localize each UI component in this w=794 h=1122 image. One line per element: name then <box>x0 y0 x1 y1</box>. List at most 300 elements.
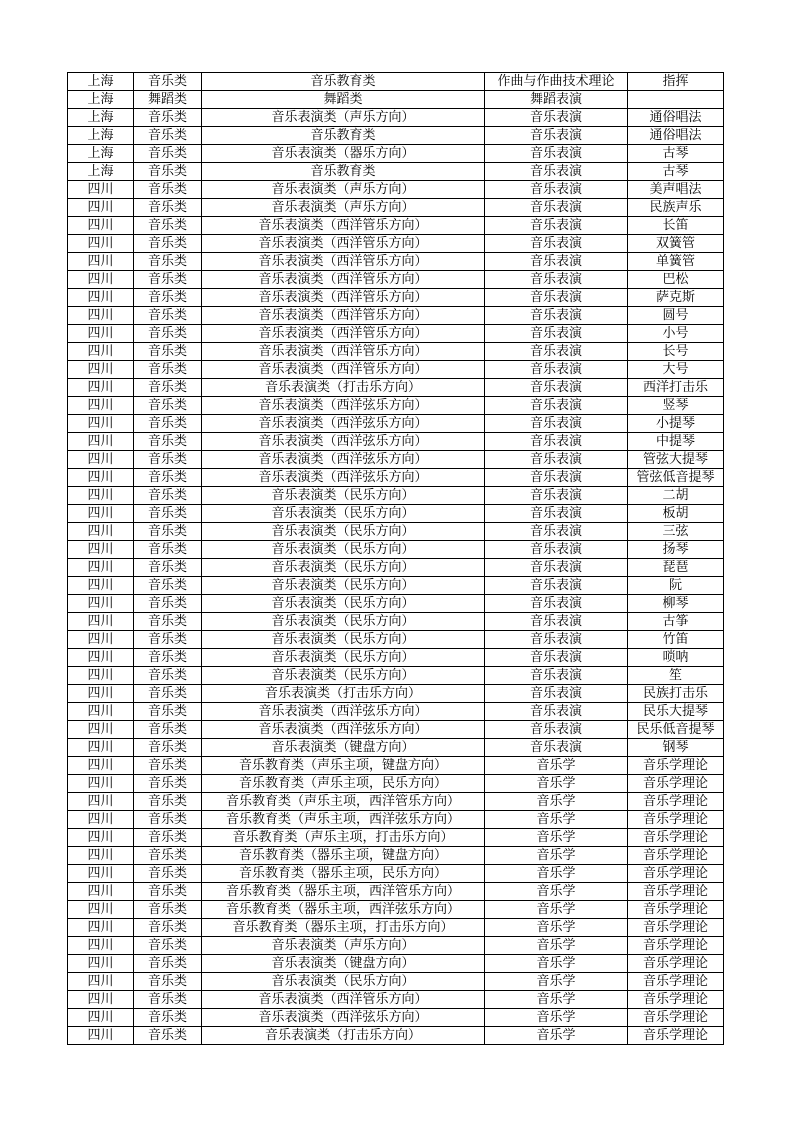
cell-major: 音乐学 <box>485 1009 628 1027</box>
cell-major: 音乐学 <box>485 829 628 847</box>
table-row <box>68 343 724 361</box>
table-row <box>68 613 724 631</box>
cell-direction: 琵琶 <box>628 559 724 577</box>
cell-exam-type: 音乐表演类（西洋管乐方向） <box>202 289 485 307</box>
cell-category: 音乐类 <box>134 343 202 361</box>
cell-province: 四川 <box>68 1027 134 1045</box>
cell-direction: 笙 <box>628 667 724 685</box>
cell-province: 四川 <box>68 937 134 955</box>
cell-major: 音乐表演 <box>485 505 628 523</box>
cell-province: 四川 <box>68 739 134 757</box>
cell-major: 音乐学 <box>485 757 628 775</box>
cell-province: 四川 <box>68 451 134 469</box>
cell-category: 音乐类 <box>134 703 202 721</box>
cell-province: 四川 <box>68 577 134 595</box>
cell-major: 音乐表演 <box>485 253 628 271</box>
cell-category: 音乐类 <box>134 235 202 253</box>
cell-direction: 竖琴 <box>628 397 724 415</box>
cell-province: 四川 <box>68 703 134 721</box>
cell-category: 音乐类 <box>134 793 202 811</box>
cell-direction: 音乐学理论 <box>628 937 724 955</box>
cell-province: 四川 <box>68 847 134 865</box>
cell-direction: 音乐学理论 <box>628 757 724 775</box>
cell-exam-type: 音乐表演类（西洋弦乐方向） <box>202 721 485 739</box>
cell-category: 音乐类 <box>134 451 202 469</box>
cell-direction: 单簧管 <box>628 253 724 271</box>
table-row <box>68 919 724 937</box>
cell-category: 音乐类 <box>134 847 202 865</box>
cell-direction: 长号 <box>628 343 724 361</box>
cell-direction: 圆号 <box>628 307 724 325</box>
cell-exam-type: 音乐表演类（民乐方向） <box>202 595 485 613</box>
cell-exam-type: 音乐表演类（西洋管乐方向） <box>202 217 485 235</box>
cell-category: 音乐类 <box>134 919 202 937</box>
cell-category: 音乐类 <box>134 685 202 703</box>
cell-direction: 音乐学理论 <box>628 793 724 811</box>
cell-exam-type: 音乐教育类（声乐主项，西洋弦乐方向） <box>202 811 485 829</box>
cell-direction: 古琴 <box>628 163 724 181</box>
cell-major: 舞蹈表演 <box>485 91 628 109</box>
cell-province: 四川 <box>68 1009 134 1027</box>
cell-direction: 音乐学理论 <box>628 847 724 865</box>
cell-province: 四川 <box>68 217 134 235</box>
cell-direction: 音乐学理论 <box>628 991 724 1009</box>
cell-exam-type: 音乐表演类（打击乐方向） <box>202 685 485 703</box>
cell-major: 音乐学 <box>485 1027 628 1045</box>
cell-exam-type: 音乐表演类（民乐方向） <box>202 667 485 685</box>
cell-province: 四川 <box>68 757 134 775</box>
cell-province: 四川 <box>68 235 134 253</box>
cell-exam-type: 音乐教育类（器乐主项，键盘方向） <box>202 847 485 865</box>
cell-exam-type: 音乐表演类（西洋弦乐方向） <box>202 469 485 487</box>
cell-category: 音乐类 <box>134 469 202 487</box>
cell-major: 音乐表演 <box>485 271 628 289</box>
cell-category: 音乐类 <box>134 487 202 505</box>
table-row <box>68 667 724 685</box>
table-row <box>68 757 724 775</box>
cell-category: 音乐类 <box>134 127 202 145</box>
cell-category: 音乐类 <box>134 595 202 613</box>
cell-exam-type: 音乐表演类（西洋弦乐方向） <box>202 1009 485 1027</box>
cell-direction <box>628 91 724 109</box>
table-row <box>68 181 724 199</box>
cell-exam-type: 音乐表演类（民乐方向） <box>202 631 485 649</box>
cell-exam-type: 音乐表演类（民乐方向） <box>202 973 485 991</box>
table-row <box>68 379 724 397</box>
cell-category: 音乐类 <box>134 559 202 577</box>
cell-category: 音乐类 <box>134 253 202 271</box>
table-row <box>68 955 724 973</box>
cell-province: 四川 <box>68 361 134 379</box>
table-row <box>68 811 724 829</box>
table-row <box>68 271 724 289</box>
cell-province: 四川 <box>68 253 134 271</box>
table-row <box>68 451 724 469</box>
cell-category: 音乐类 <box>134 505 202 523</box>
cell-direction: 唢呐 <box>628 649 724 667</box>
cell-province: 四川 <box>68 199 134 217</box>
cell-exam-type: 音乐教育类（声乐主项，打击乐方向） <box>202 829 485 847</box>
cell-exam-type: 音乐教育类（声乐主项，键盘方向） <box>202 757 485 775</box>
cell-category: 音乐类 <box>134 307 202 325</box>
table-row <box>68 577 724 595</box>
table-row <box>68 289 724 307</box>
cell-direction: 双簧管 <box>628 235 724 253</box>
cell-province: 四川 <box>68 649 134 667</box>
cell-major: 音乐学 <box>485 883 628 901</box>
cell-category: 音乐类 <box>134 523 202 541</box>
cell-direction: 小号 <box>628 325 724 343</box>
cell-exam-type: 音乐表演类（西洋管乐方向） <box>202 253 485 271</box>
cell-direction: 美声唱法 <box>628 181 724 199</box>
cell-direction: 通俗唱法 <box>628 127 724 145</box>
table-row <box>68 91 724 109</box>
cell-major: 音乐学 <box>485 775 628 793</box>
cell-category: 音乐类 <box>134 541 202 559</box>
cell-direction: 音乐学理论 <box>628 901 724 919</box>
table-row <box>68 685 724 703</box>
cell-category: 音乐类 <box>134 415 202 433</box>
cell-exam-type: 音乐表演类（西洋管乐方向） <box>202 991 485 1009</box>
cell-direction: 音乐学理论 <box>628 1009 724 1027</box>
cell-major: 音乐表演 <box>485 343 628 361</box>
table-body <box>68 73 724 1045</box>
cell-major: 音乐学 <box>485 919 628 937</box>
cell-category: 音乐类 <box>134 739 202 757</box>
cell-major: 音乐表演 <box>485 523 628 541</box>
cell-direction: 西洋打击乐 <box>628 379 724 397</box>
cell-exam-type: 舞蹈类 <box>202 91 485 109</box>
cell-major: 音乐表演 <box>485 631 628 649</box>
cell-category: 音乐类 <box>134 721 202 739</box>
table-row <box>68 721 724 739</box>
table-row <box>68 703 724 721</box>
table-row <box>68 847 724 865</box>
cell-major: 音乐学 <box>485 865 628 883</box>
cell-category: 音乐类 <box>134 649 202 667</box>
cell-province: 四川 <box>68 523 134 541</box>
cell-direction: 板胡 <box>628 505 724 523</box>
cell-exam-type: 音乐表演类（西洋弦乐方向） <box>202 451 485 469</box>
cell-major: 作曲与作曲技术理论 <box>485 73 628 91</box>
cell-province: 四川 <box>68 379 134 397</box>
cell-major: 音乐表演 <box>485 739 628 757</box>
cell-exam-type: 音乐表演类（民乐方向） <box>202 577 485 595</box>
cell-direction: 三弦 <box>628 523 724 541</box>
cell-province: 上海 <box>68 91 134 109</box>
table-row <box>68 775 724 793</box>
table-row <box>68 325 724 343</box>
table-row <box>68 73 724 91</box>
cell-direction: 民乐大提琴 <box>628 703 724 721</box>
cell-exam-type: 音乐表演类（西洋弦乐方向） <box>202 397 485 415</box>
cell-province: 上海 <box>68 73 134 91</box>
table-row <box>68 235 724 253</box>
cell-exam-type: 音乐表演类（民乐方向） <box>202 613 485 631</box>
cell-direction: 音乐学理论 <box>628 919 724 937</box>
table-row <box>68 937 724 955</box>
cell-category: 音乐类 <box>134 163 202 181</box>
cell-major: 音乐学 <box>485 793 628 811</box>
cell-major: 音乐表演 <box>485 199 628 217</box>
table-row <box>68 649 724 667</box>
cell-major: 音乐表演 <box>485 307 628 325</box>
table-row <box>68 505 724 523</box>
cell-province: 四川 <box>68 829 134 847</box>
cell-province: 四川 <box>68 613 134 631</box>
cell-major: 音乐表演 <box>485 397 628 415</box>
cell-category: 舞蹈类 <box>134 91 202 109</box>
cell-category: 音乐类 <box>134 73 202 91</box>
cell-major: 音乐表演 <box>485 109 628 127</box>
cell-category: 音乐类 <box>134 109 202 127</box>
table-row <box>68 217 724 235</box>
cell-category: 音乐类 <box>134 325 202 343</box>
cell-exam-type: 音乐表演类（民乐方向） <box>202 487 485 505</box>
cell-major: 音乐表演 <box>485 613 628 631</box>
cell-direction: 柳琴 <box>628 595 724 613</box>
cell-exam-type: 音乐表演类（西洋管乐方向） <box>202 271 485 289</box>
cell-major: 音乐表演 <box>485 685 628 703</box>
cell-province: 四川 <box>68 811 134 829</box>
cell-exam-type: 音乐表演类（声乐方向） <box>202 181 485 199</box>
cell-direction: 指挥 <box>628 73 724 91</box>
table-row <box>68 163 724 181</box>
table-row <box>68 901 724 919</box>
cell-exam-type: 音乐表演类（西洋弦乐方向） <box>202 433 485 451</box>
cell-direction: 大号 <box>628 361 724 379</box>
table-row <box>68 469 724 487</box>
cell-province: 四川 <box>68 991 134 1009</box>
cell-major: 音乐表演 <box>485 559 628 577</box>
table-row <box>68 595 724 613</box>
table-row <box>68 829 724 847</box>
cell-major: 音乐表演 <box>485 469 628 487</box>
cell-exam-type: 音乐教育类（声乐主项，民乐方向） <box>202 775 485 793</box>
table-row <box>68 253 724 271</box>
cell-direction: 音乐学理论 <box>628 865 724 883</box>
cell-exam-type: 音乐表演类（西洋管乐方向） <box>202 361 485 379</box>
cell-direction: 音乐学理论 <box>628 1027 724 1045</box>
table-row <box>68 1009 724 1027</box>
cell-major: 音乐表演 <box>485 325 628 343</box>
cell-exam-type: 音乐教育类（器乐主项，西洋弦乐方向） <box>202 901 485 919</box>
cell-province: 上海 <box>68 109 134 127</box>
table-row <box>68 523 724 541</box>
cell-exam-type: 音乐教育类 <box>202 127 485 145</box>
cell-major: 音乐表演 <box>485 577 628 595</box>
cell-major: 音乐表演 <box>485 667 628 685</box>
cell-category: 音乐类 <box>134 991 202 1009</box>
cell-exam-type: 音乐表演类（西洋管乐方向） <box>202 235 485 253</box>
cell-category: 音乐类 <box>134 217 202 235</box>
cell-category: 音乐类 <box>134 145 202 163</box>
table-row <box>68 199 724 217</box>
cell-direction: 长笛 <box>628 217 724 235</box>
cell-direction: 阮 <box>628 577 724 595</box>
cell-major: 音乐表演 <box>485 235 628 253</box>
cell-province: 四川 <box>68 883 134 901</box>
cell-province: 四川 <box>68 919 134 937</box>
cell-direction: 萨克斯 <box>628 289 724 307</box>
cell-exam-type: 音乐教育类 <box>202 163 485 181</box>
cell-province: 上海 <box>68 145 134 163</box>
cell-direction: 管弦低音提琴 <box>628 469 724 487</box>
cell-major: 音乐学 <box>485 955 628 973</box>
table-row <box>68 415 724 433</box>
cell-province: 四川 <box>68 775 134 793</box>
cell-province: 四川 <box>68 685 134 703</box>
table-row <box>68 361 724 379</box>
cell-direction: 音乐学理论 <box>628 883 724 901</box>
cell-category: 音乐类 <box>134 775 202 793</box>
cell-direction: 竹笛 <box>628 631 724 649</box>
cell-exam-type: 音乐表演类（民乐方向） <box>202 523 485 541</box>
cell-major: 音乐表演 <box>485 361 628 379</box>
cell-category: 音乐类 <box>134 631 202 649</box>
cell-category: 音乐类 <box>134 901 202 919</box>
cell-major: 音乐表演 <box>485 487 628 505</box>
cell-direction: 音乐学理论 <box>628 973 724 991</box>
cell-exam-type: 音乐教育类（器乐主项，民乐方向） <box>202 865 485 883</box>
cell-exam-type: 音乐表演类（声乐方向） <box>202 199 485 217</box>
cell-major: 音乐表演 <box>485 181 628 199</box>
cell-major: 音乐表演 <box>485 595 628 613</box>
cell-major: 音乐表演 <box>485 145 628 163</box>
cell-exam-type: 音乐表演类（西洋弦乐方向） <box>202 703 485 721</box>
cell-major: 音乐表演 <box>485 217 628 235</box>
table-row <box>68 991 724 1009</box>
table-row <box>68 559 724 577</box>
cell-direction: 民乐低音提琴 <box>628 721 724 739</box>
cell-province: 四川 <box>68 973 134 991</box>
cell-direction: 古筝 <box>628 613 724 631</box>
cell-major: 音乐表演 <box>485 379 628 397</box>
table-row <box>68 793 724 811</box>
enrollment-table <box>67 72 724 1045</box>
cell-direction: 民族声乐 <box>628 199 724 217</box>
cell-exam-type: 音乐表演类（打击乐方向） <box>202 1027 485 1045</box>
cell-direction: 音乐学理论 <box>628 775 724 793</box>
table-row <box>68 739 724 757</box>
cell-province: 四川 <box>68 901 134 919</box>
cell-category: 音乐类 <box>134 973 202 991</box>
cell-province: 四川 <box>68 865 134 883</box>
cell-province: 四川 <box>68 631 134 649</box>
cell-province: 四川 <box>68 181 134 199</box>
cell-major: 音乐学 <box>485 847 628 865</box>
cell-direction: 中提琴 <box>628 433 724 451</box>
table-row <box>68 631 724 649</box>
cell-category: 音乐类 <box>134 613 202 631</box>
cell-exam-type: 音乐表演类（器乐方向） <box>202 145 485 163</box>
cell-major: 音乐表演 <box>485 541 628 559</box>
cell-direction: 民族打击乐 <box>628 685 724 703</box>
cell-province: 四川 <box>68 343 134 361</box>
cell-major: 音乐表演 <box>485 289 628 307</box>
cell-category: 音乐类 <box>134 199 202 217</box>
cell-category: 音乐类 <box>134 955 202 973</box>
cell-exam-type: 音乐表演类（民乐方向） <box>202 559 485 577</box>
cell-major: 音乐学 <box>485 811 628 829</box>
cell-major: 音乐学 <box>485 973 628 991</box>
cell-exam-type: 音乐表演类（打击乐方向） <box>202 379 485 397</box>
cell-province: 四川 <box>68 289 134 307</box>
cell-major: 音乐表演 <box>485 703 628 721</box>
cell-province: 四川 <box>68 793 134 811</box>
cell-major: 音乐表演 <box>485 649 628 667</box>
cell-category: 音乐类 <box>134 937 202 955</box>
cell-exam-type: 音乐表演类（民乐方向） <box>202 649 485 667</box>
cell-direction: 小提琴 <box>628 415 724 433</box>
cell-direction: 二胡 <box>628 487 724 505</box>
cell-category: 音乐类 <box>134 397 202 415</box>
cell-category: 音乐类 <box>134 271 202 289</box>
cell-province: 四川 <box>68 415 134 433</box>
cell-exam-type: 音乐表演类（民乐方向） <box>202 505 485 523</box>
cell-exam-type: 音乐表演类（西洋弦乐方向） <box>202 415 485 433</box>
table-row <box>68 541 724 559</box>
cell-province: 四川 <box>68 595 134 613</box>
cell-exam-type: 音乐表演类（键盘方向） <box>202 739 485 757</box>
cell-direction: 音乐学理论 <box>628 811 724 829</box>
cell-province: 四川 <box>68 325 134 343</box>
cell-exam-type: 音乐表演类（西洋管乐方向） <box>202 343 485 361</box>
cell-province: 四川 <box>68 559 134 577</box>
cell-major: 音乐学 <box>485 937 628 955</box>
cell-province: 四川 <box>68 505 134 523</box>
cell-direction: 巴松 <box>628 271 724 289</box>
table-row <box>68 397 724 415</box>
cell-major: 音乐表演 <box>485 721 628 739</box>
cell-direction: 通俗唱法 <box>628 109 724 127</box>
cell-category: 音乐类 <box>134 667 202 685</box>
cell-direction: 管弦大提琴 <box>628 451 724 469</box>
cell-province: 四川 <box>68 469 134 487</box>
table-row <box>68 487 724 505</box>
cell-province: 四川 <box>68 667 134 685</box>
cell-exam-type: 音乐表演类（声乐方向） <box>202 109 485 127</box>
cell-major: 音乐表演 <box>485 451 628 469</box>
cell-province: 上海 <box>68 163 134 181</box>
cell-category: 音乐类 <box>134 181 202 199</box>
cell-exam-type: 音乐教育类（器乐主项，打击乐方向） <box>202 919 485 937</box>
cell-category: 音乐类 <box>134 577 202 595</box>
cell-category: 音乐类 <box>134 1027 202 1045</box>
cell-province: 四川 <box>68 721 134 739</box>
cell-category: 音乐类 <box>134 379 202 397</box>
cell-direction: 扬琴 <box>628 541 724 559</box>
table-row <box>68 973 724 991</box>
cell-category: 音乐类 <box>134 1009 202 1027</box>
cell-major: 音乐表演 <box>485 127 628 145</box>
table-row <box>68 433 724 451</box>
cell-exam-type: 音乐表演类（民乐方向） <box>202 541 485 559</box>
cell-direction: 音乐学理论 <box>628 955 724 973</box>
cell-category: 音乐类 <box>134 757 202 775</box>
cell-direction: 古琴 <box>628 145 724 163</box>
cell-major: 音乐学 <box>485 991 628 1009</box>
cell-exam-type: 音乐表演类（西洋管乐方向） <box>202 325 485 343</box>
cell-province: 上海 <box>68 127 134 145</box>
cell-category: 音乐类 <box>134 829 202 847</box>
cell-province: 四川 <box>68 271 134 289</box>
table-row <box>68 145 724 163</box>
cell-category: 音乐类 <box>134 865 202 883</box>
cell-province: 四川 <box>68 307 134 325</box>
table-row <box>68 1027 724 1045</box>
cell-exam-type: 音乐教育类（声乐主项，西洋管乐方向） <box>202 793 485 811</box>
